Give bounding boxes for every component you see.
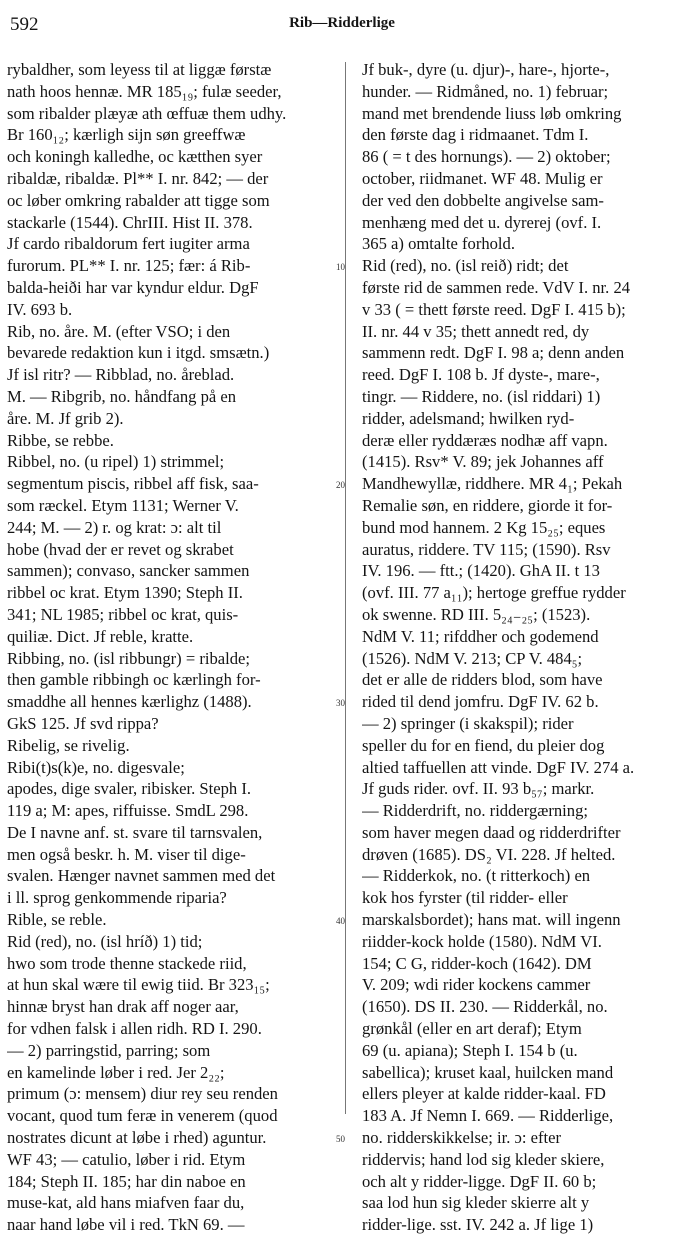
text-line: Mandhewyllæ, riddhere. MR 4₁; Pekah	[362, 474, 623, 494]
text-line: Jf isl ritr? — Ribblad, no. åreblad.	[7, 365, 235, 385]
text-line: IV. 196. — ftt.; (1420). GhA II. t 13	[362, 561, 600, 581]
text-line: vocant, quod tum feræ in venerem (quod	[7, 1106, 278, 1126]
text-line: furorum. PL** I. nr. 125; fær: á Rib-	[7, 256, 251, 276]
text-line: der ved den dobbelte angivelse sam-	[362, 190, 604, 210]
text-line: ribaldæ, ribaldæ. Pl** I. nr. 842; — der	[7, 168, 269, 188]
text-line: ridder-lige. sst. IV. 242 a. Jf lige 1)	[362, 1215, 594, 1235]
line-number-marker: 50	[336, 1134, 345, 1145]
text-line: (1650). DS II. 230. — Ridderkål, no.	[362, 997, 608, 1017]
text-line: marskalsbordet); hans mat. will ingenn	[362, 910, 621, 930]
text-line: ridder, adelsmand; hwilken ryd-	[362, 408, 575, 428]
text-line: hobe (hvad der er revet og skrabet	[7, 539, 234, 559]
text-line: — Ridderdrift, no. riddergærning;	[362, 801, 588, 821]
text-line: Jf guds rider. ovf. II. 93 b₅₇; markr.	[362, 779, 595, 799]
text-line: Rid (red), no. (isl hríð) 1) tid;	[7, 931, 203, 951]
text-line: och koningh kalledhe, oc kætthen syer	[7, 147, 263, 167]
text-line: quiliæ. Dict. Jf reble, kratte.	[7, 626, 194, 646]
line-number-marker: 10	[336, 262, 345, 273]
text-line: (1526). NdM V. 213; CP V. 484₅;	[362, 648, 583, 668]
text-line: 69 (u. apiana); Steph I. 154 b (u.	[362, 1040, 578, 1060]
text-line: hinnæ bryst han drak aff noger aar,	[7, 997, 239, 1017]
text-line: altied taffuellen att vinde. DgF IV. 274 a.	[362, 757, 635, 777]
line-number-marker: 20	[336, 480, 345, 491]
text-line: IV. 693 b.	[7, 299, 73, 319]
text-line: åre. M. Jf grib 2).	[7, 408, 124, 428]
text-line: — 2) springer (i skakspil); rider	[362, 713, 574, 733]
text-line: at hun skal wære til ewig tiid. Br 323₁₅;	[7, 975, 270, 995]
text-line: som ræckel. Etym 1131; Werner V.	[7, 495, 239, 515]
column-divider	[345, 62, 346, 1114]
right-column	[362, 59, 679, 1236]
text-line: oc løber omkring rabalder att tigge som	[7, 190, 270, 210]
line-number-marker: 40	[336, 916, 345, 927]
text-line: saa lod hun sig kleder skierre alt y	[362, 1193, 590, 1213]
text-line: then gamble ribbingh oc kærlingh for-	[7, 670, 261, 690]
text-line: Rible, se reble.	[7, 910, 107, 930]
text-line: 365 a) omtalte forhold.	[362, 234, 515, 254]
text-line: ribbel oc krat. Etym 1390; Steph II.	[7, 583, 243, 603]
text-line: speller du for en fiend, du pleier dog	[362, 735, 605, 755]
text-line: naar hand løbe vil i red. TkN 69. —	[7, 1215, 245, 1235]
text-line: det er alle de ridders blod, som have	[362, 670, 603, 690]
text-line: (ovf. III. 77 a₁₁); hertoge greffue rydder	[362, 583, 626, 603]
text-line: deræ eller ryddæræs nodhæ aff vapn.	[362, 430, 608, 450]
text-line: De I navne anf. st. svare til tarnsvalen,	[7, 822, 263, 842]
text-line: Ribbel, no. (u ripel) 1) strimmel;	[7, 452, 225, 472]
page-header	[0, 0, 684, 46]
text-line: no. ridderskikkelse; ir. ɔ: efter	[362, 1128, 562, 1148]
page-number: 592	[10, 14, 39, 35]
text-line: som ribalder plæyæ ath œffuæ them udhy.	[7, 103, 287, 123]
text-line: som haver megen daad og ridderdrifter	[362, 822, 621, 842]
text-line: NdM V. 11; rifddher och godemend	[362, 626, 599, 646]
text-line: 154; C G, ridder-koch (1642). DM	[362, 953, 592, 973]
text-line: sabellica); kruset kaal, huilcken mand	[362, 1062, 614, 1082]
text-line: svalen. Hænger navnet sammen med det	[7, 866, 276, 886]
text-line: grønkål (eller en art deraf); Etym	[362, 1019, 582, 1039]
text-line: riidder-kock holde (1580). NdM VI.	[362, 931, 602, 951]
text-line: 119 a; M: apes, riffuisse. SmdL 298.	[7, 801, 249, 821]
text-line: ok swenne. RD III. 5₂₄₋₂₅; (1523).	[362, 604, 591, 624]
text-line: Rid (red), no. (isl reið) ridt; det	[362, 256, 569, 276]
text-line: Ribi(t)s(k)e, no. digesvale;	[7, 757, 185, 777]
text-line: rided til dend jomfru. DgF IV. 62 b.	[362, 692, 599, 712]
text-line: kok hos fyrster (til ridder- eller	[362, 888, 568, 908]
text-line: primum (ɔ: mensem) diur rey seu renden	[7, 1084, 278, 1104]
text-line: Ribbe, se rebbe.	[7, 430, 114, 450]
text-line: rybaldher, som leyess til at liggæ førstæ	[7, 60, 272, 79]
text-line: stackarle (1544). ChrIII. Hist II. 378.	[7, 212, 253, 232]
text-line: hwo som trode thenne stackede riid,	[7, 953, 247, 973]
text-line: WF 43; — catulio, løber i rid. Etym	[7, 1149, 246, 1169]
text-line: balda-heiði har var kyndur eldur. DgF	[7, 277, 259, 297]
text-line: Jf buk-, dyre (u. djur)-, hare-, hjorte-,	[362, 60, 610, 79]
text-line: en kamelinde løber i red. Jer 2₂₂;	[7, 1062, 225, 1082]
text-line: første rid de sammen rede. VdV I. nr. 24	[362, 277, 631, 297]
text-line: auratus, riddere. TV 115; (1590). Rsv	[362, 539, 611, 559]
text-line: Remalie søn, en riddere, giorde it for-	[362, 495, 613, 515]
left-column	[7, 59, 324, 1236]
text-line: 244; M. — 2) r. og krat: ɔ: alt til	[7, 517, 222, 537]
text-line: smaddhe all hennes kærlighz (1488).	[7, 692, 252, 712]
text-line: riddervis; hand lod sig kleder skiere,	[362, 1149, 605, 1169]
text-line: segmentum piscis, ribbel aff fisk, saa-	[7, 474, 259, 494]
text-line: reed. DgF I. 108 b. Jf dyste-, mare-,	[362, 365, 600, 385]
text-line: muse-kat, ald hans miafven faar du,	[7, 1193, 245, 1213]
text-line: V. 209; wdi rider kockens cammer	[362, 975, 591, 995]
text-line: for vdhen falsk i allen ridh. RD I. 290.	[7, 1019, 262, 1039]
text-line: nostrates dicunt at løbe i rhed) aguntur.	[7, 1128, 267, 1148]
text-line: apodes, dige svaler, ribisker. Steph I.	[7, 779, 252, 799]
text-line: (1415). Rsv* V. 89; jek Johannes aff	[362, 452, 604, 472]
text-line: drøven (1685). DS₂ VI. 228. Jf helted.	[362, 844, 616, 864]
text-line: mand met brendende liuss løb omkring	[362, 103, 622, 123]
text-line: den første dag i ridmaanet. Tdm I.	[362, 125, 589, 145]
text-line: ellers pleyer at kalde ridder-kaal. FD	[362, 1084, 606, 1104]
text-line: — Ridderkok, no. (t ritterkoch) en	[362, 866, 591, 886]
text-line: hunder. — Ridmåned, no. 1) februar;	[362, 81, 609, 101]
text-line: v 33 ( = thett første reed. DgF I. 415 b);	[362, 299, 626, 319]
text-line: GkS 125. Jf svd rippa?	[7, 713, 159, 733]
text-line: M. — Ribgrib, no. håndfang på en	[7, 386, 237, 406]
text-line: Ribelig, se rivelig.	[7, 735, 130, 755]
text-line: och alt y ridder-ligge. DgF II. 60 b;	[362, 1171, 597, 1191]
text-line: Jf cardo ribaldorum fert iugiter arma	[7, 234, 250, 254]
text-line: sammenn redt. DgF I. 98 a; denn anden	[362, 343, 625, 363]
text-line: men også beskr. h. M. viser til dige-	[7, 844, 246, 864]
text-line: Br 160₁₂; kærligh sijn søn greeffwæ	[7, 125, 246, 145]
text-line: bund mod hannem. 2 Kg 15₂₅; eques	[362, 517, 606, 537]
text-line: i ll. sprog genkommende riparia?	[7, 888, 227, 908]
text-line: sammen); convaso, sancker sammen	[7, 561, 250, 581]
text-line: october, riidmanet. WF 48. Mulig er	[362, 168, 603, 188]
text-line: 86 ( = t des hornungs). — 2) oktober;	[362, 147, 611, 167]
text-line: nath hoos hennæ. MR 185₁₉; fulæ seeder,	[7, 81, 282, 101]
text-line: tingr. — Riddere, no. (isl riddari) 1)	[362, 386, 601, 406]
text-line: — 2) parringstid, parring; som	[7, 1040, 211, 1060]
text-line: II. nr. 44 v 35; thett annedt red, dy	[362, 321, 590, 341]
text-line: menhæng med det u. dyrerej (ovf. I.	[362, 212, 602, 232]
running-title: Rib—Ridderlige	[289, 15, 395, 31]
text-line: Rib, no. åre. M. (efter VSO; i den	[7, 321, 231, 341]
text-line: Ribbing, no. (isl ribbungr) = ribalde;	[7, 648, 251, 668]
text-line: 183 A. Jf Nemn I. 669. — Ridderlige,	[362, 1106, 614, 1126]
text-line: 184; Steph II. 185; har din naboe en	[7, 1171, 246, 1191]
text-line: bevarede redaktion kun i itgd. smsætn.)	[7, 343, 270, 363]
text-line: 341; NL 1985; ribbel oc krat, quis-	[7, 604, 239, 624]
line-number-marker: 30	[336, 698, 345, 709]
